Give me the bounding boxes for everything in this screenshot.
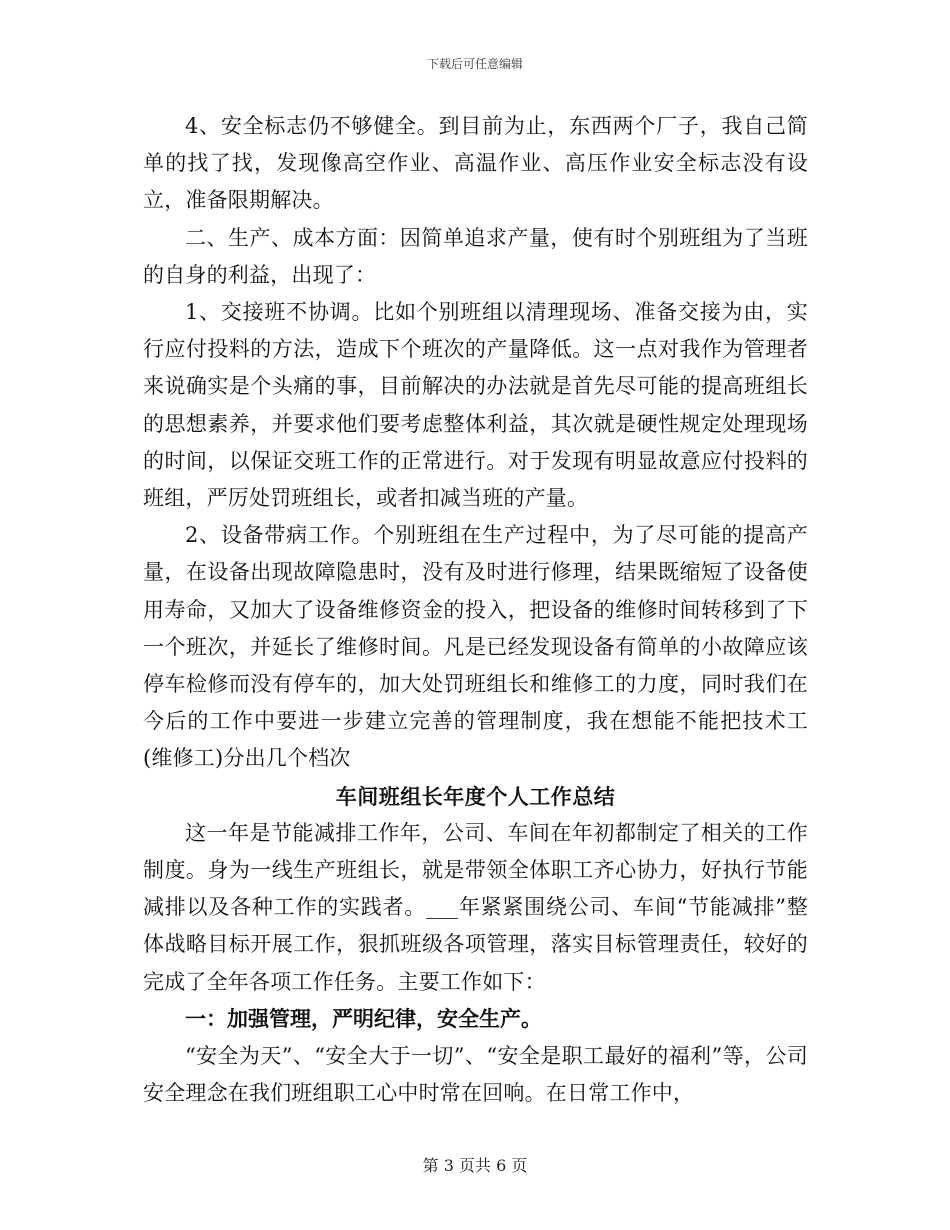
paragraph-safety-philosophy: “安全为天”、“安全大于一切”、“安全是职工最好的福利”等，公司安全理念在我们班组职工心中时常在回响。在日常工作中， (143, 1044, 808, 1106)
section-heading: 一：加强管理，严明纪律，安全生产。 (185, 1006, 542, 1031)
paragraph-intro: 这一年是节能减排工作年，公司、车间在年初都制定了相关的工作制度。身为一线生产班组长，就是带领全体职工齐心协力，好执行节能减排以及各种工作的实践者。___年紧紧围绕公司、车间“节能减排”整体战略目标开展工作，狠抓班级各项管理，落实目标管理责任，较好的完成了全年各项工作任务。主要工作如下： (143, 820, 808, 994)
document-title: 车间班组长年度个人工作总结 (335, 783, 616, 809)
paragraph-safety-signs: 4、安全标志仍不够健全。到目前为止，东西两个厂子，我自己简单的找了找，发现像高空作业、高温作业、高压作业安全标志没有设立，准备限期解决。 (143, 114, 808, 213)
paragraph-shift-handover: 1、交接班不协调。比如个别班组以清理现场、准备交接为由，实行应付投料的方法，造成下个班次的产量降低。这一点对我作为管理者来说确实是个头痛的事，目前解决的办法就是首先尽可能的提高班组长的思想素养，并要求他们要考虑整体利益，其次就是硬性规定处理现场的时间，以保证交班工作的正常进行。对于发现有明显故意应付投料的班组，严厉处罚班组长，或者扣减当班的产量。 (143, 300, 808, 511)
paragraph-equipment-faults: 2、设备带病工作。个别班组在生产过程中，为了尽可能的提高产量，在设备出现故障隐患时，没有及时进行修理，结果既缩短了设备使用寿命，又加大了设备维修资金的投入，把设备的维修时间转移到了下一个班次，并延长了维修时间。凡是已经发现设备有简单的小故障应该停车检修而没有停车的，加大处罚班组长和维修工的力度，同时我们在今后的工作中要进一步建立完善的管理制度，我在想能不能把技术工(维修工)分出几个档次 (143, 523, 808, 771)
paragraph-production-cost: 二、生产、成本方面：因简单追求产量，使有时个别班组为了当班的自身的利益，出现了： (143, 225, 808, 287)
page-footer: 第 3 页共 6 页 (422, 1156, 528, 1175)
document-body (143, 108, 808, 1112)
header-note: 下载后可任意编辑 (426, 57, 523, 71)
